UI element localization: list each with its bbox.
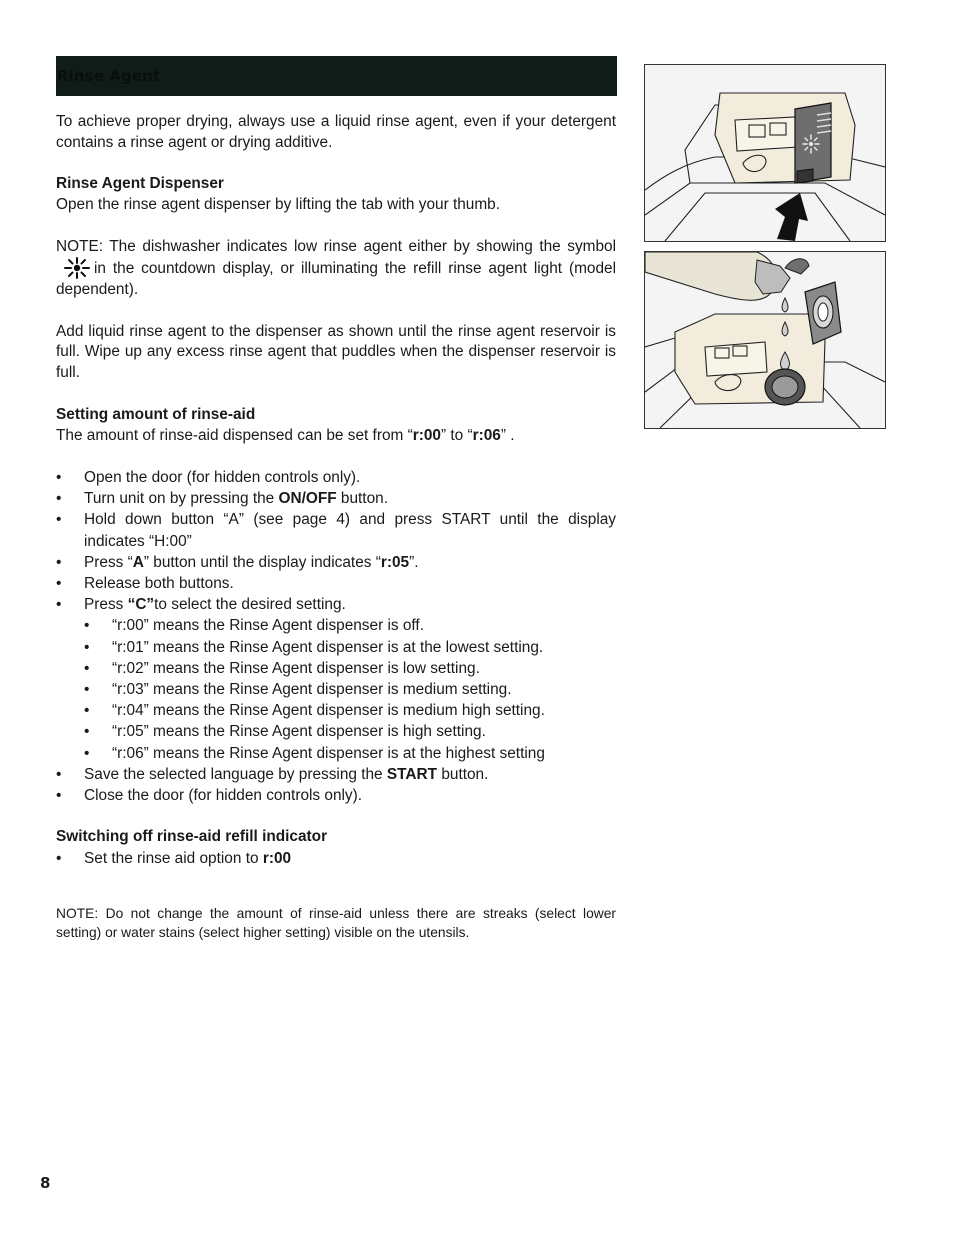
list-item: • “r:05” means the Rinse Agent dispenser is high setting. bbox=[56, 721, 616, 742]
main-content bbox=[56, 112, 616, 943]
setting-options-list bbox=[56, 615, 616, 763]
add-rinse-paragraph: Add liquid rinse agent to the dispenser as shown until the rinse agent reservoir is full. Wipe up any excess rinse agent that puddles when the dispenser reservoir is full. bbox=[56, 322, 616, 382]
list-item: • Set the rinse aid option to r:00 bbox=[56, 848, 616, 869]
switching-list bbox=[56, 848, 616, 869]
list-item: • “r:02” means the Rinse Agent dispenser is low setting. bbox=[56, 658, 616, 679]
note-low-rinse: NOTE: The dishwasher indicates low rinse agent either by showing the symbolin the countdown display, or illuminating the refill rinse agent light (model dependent). bbox=[56, 237, 616, 299]
list-item: • Press “A” button until the display indicates “r:05”. bbox=[56, 552, 616, 573]
list-item: • “r:00” means the Rinse Agent dispenser is off. bbox=[56, 615, 616, 636]
list-item: • Hold down button “A” (see page 4) and press START until the display indicates “H:00” bbox=[56, 509, 616, 551]
list-item: • “r:06” means the Rinse Agent dispenser is at the highest setting bbox=[56, 743, 616, 764]
section-title: Rinse Agent bbox=[57, 67, 161, 85]
list-item: • Save the selected language by pressing the START button. bbox=[56, 764, 616, 785]
list-item: • Close the door (for hidden controls only). bbox=[56, 785, 616, 806]
setting-range-text: The amount of rinse-aid dispensed can be set from “r:00” to “r:06” . bbox=[56, 426, 515, 444]
page-number: 8 bbox=[40, 1174, 51, 1192]
list-item: • Release both buttons. bbox=[56, 573, 616, 594]
note-rinse-amount: NOTE: Do not change the amount of rinse-aid unless there are streaks (select lower setting) or water stains (select higher setting) visible on the utensils. bbox=[56, 905, 616, 941]
dispenser-text: Open the rinse agent dispenser by lifting the tab with your thumb. bbox=[56, 196, 501, 214]
list-item: • Turn unit on by pressing the ON/OFF button. bbox=[56, 488, 616, 509]
section-header-bar bbox=[56, 56, 617, 96]
intro-paragraph: To achieve proper drying, always use a liquid rinse agent, even if your detergent contains a rinse agent or drying additive. bbox=[56, 113, 616, 151]
switching-heading: Switching off rinse-aid refill indicator bbox=[56, 827, 328, 845]
dispenser-open-illustration bbox=[644, 64, 886, 242]
dispenser-heading: Rinse Agent Dispenser bbox=[56, 175, 224, 193]
list-item: • “r:03” means the Rinse Agent dispenser is medium setting. bbox=[56, 679, 616, 700]
setting-steps-list bbox=[56, 467, 616, 615]
setting-heading: Setting amount of rinse-aid bbox=[56, 405, 256, 423]
rinse-agent-symbol-icon bbox=[62, 257, 92, 279]
list-item: • Press “C”to select the desired setting. bbox=[56, 594, 616, 615]
list-item: • Open the door (for hidden controls only). bbox=[56, 467, 616, 488]
list-item: • “r:04” means the Rinse Agent dispenser is medium high setting. bbox=[56, 700, 616, 721]
setting-steps-list-end bbox=[56, 764, 616, 806]
list-item: • “r:01” means the Rinse Agent dispenser is at the lowest setting. bbox=[56, 637, 616, 658]
fill-rinse-agent-illustration bbox=[644, 251, 886, 429]
